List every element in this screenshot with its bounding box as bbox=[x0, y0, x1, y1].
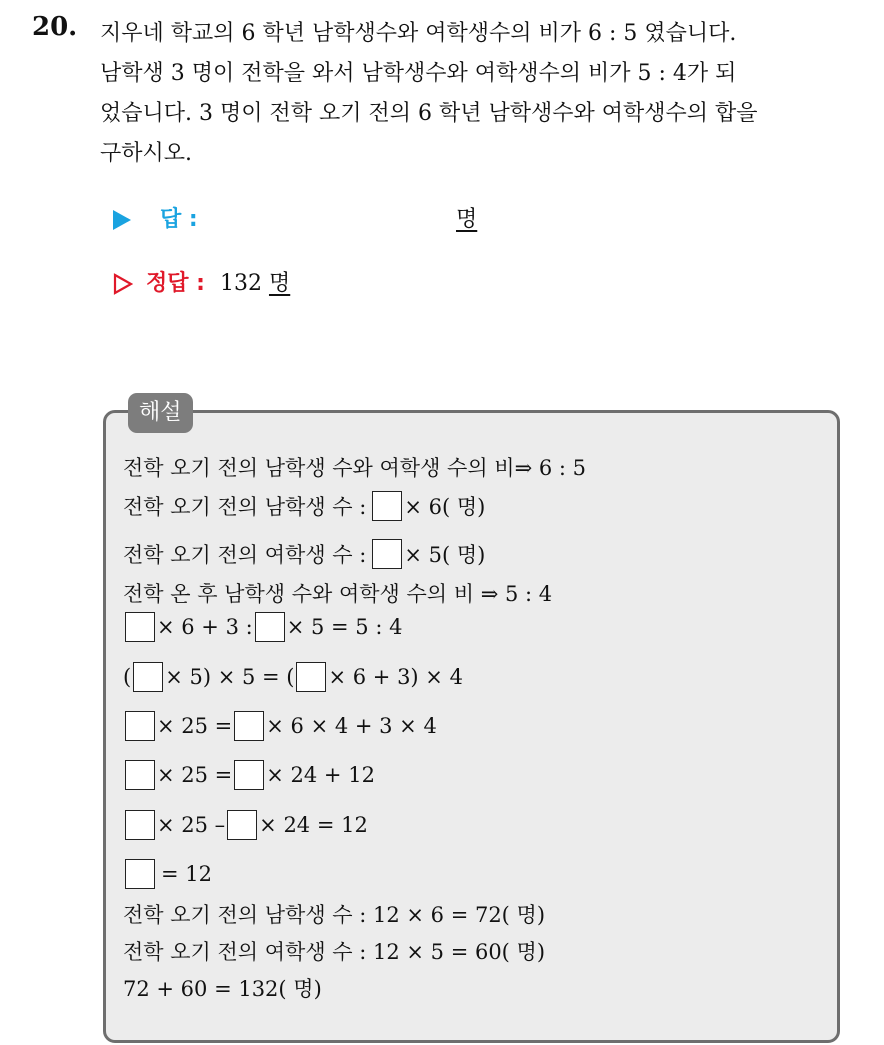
solution-line bbox=[123, 760, 375, 790]
solution-text: 전학 오기 전의 남학생 수 : bbox=[123, 495, 367, 519]
problem-number: 20. bbox=[32, 12, 78, 42]
answer-row bbox=[113, 202, 478, 233]
solution-text: × 6 + 3 : bbox=[157, 615, 253, 639]
solution-text: × 24 = 12 bbox=[259, 813, 368, 837]
correct-answer-row bbox=[113, 266, 290, 297]
solution-text: × 25 – bbox=[157, 813, 226, 837]
question-line-2: 남학생 3 명이 전학을 와서 남학생수와 여학생수의 비가 5 : 4가 되 bbox=[100, 61, 737, 86]
solution-text: × 25 = bbox=[157, 763, 233, 787]
solution-text: × 5 = 5 : 4 bbox=[286, 615, 403, 639]
blank-box bbox=[372, 539, 402, 569]
blank-box bbox=[372, 491, 402, 521]
correct-answer-value: 132 bbox=[219, 271, 262, 296]
solution-text: × 5( 명) bbox=[404, 543, 486, 567]
solution-text: ( bbox=[123, 665, 132, 689]
blank-box bbox=[125, 859, 155, 889]
question-line-1: 지우네 학교의 6 학년 남학생수와 여학생수의 비가 6 : 5 였습니다. bbox=[100, 21, 737, 46]
question-line-4: 구하시오. bbox=[100, 141, 193, 166]
solution-text: × 5) × 5 = ( bbox=[165, 665, 295, 689]
blank-box bbox=[234, 760, 264, 790]
solution-line bbox=[123, 662, 463, 692]
solution-text: × 6( 명) bbox=[404, 495, 486, 519]
solution-text: = 12 bbox=[161, 862, 212, 886]
outline-arrow-icon bbox=[113, 273, 133, 295]
play-arrow-icon bbox=[113, 210, 131, 230]
solution-line bbox=[123, 612, 402, 642]
solution-line bbox=[123, 899, 545, 929]
solution-text: × 24 + 12 bbox=[266, 763, 375, 787]
solution-text: 전학 오기 전의 남학생 수와 여학생 수의 비⇒ 6 : 5 bbox=[123, 456, 587, 480]
answer-unit: 명 bbox=[456, 207, 478, 232]
solution-line bbox=[123, 539, 485, 569]
solution-line bbox=[123, 859, 212, 889]
correct-answer-unit: 명 bbox=[268, 271, 291, 296]
solution-tab: 해설 bbox=[128, 393, 193, 433]
solution-text: 전학 오기 전의 남학생 수 : 12 × 6 = 72( 명) bbox=[123, 903, 546, 927]
blank-box bbox=[125, 810, 155, 840]
solution-line bbox=[123, 491, 485, 521]
blank-box bbox=[125, 612, 155, 642]
blank-box bbox=[234, 711, 264, 741]
correct-answer-label: 정답 : bbox=[146, 271, 205, 296]
blank-box bbox=[227, 810, 257, 840]
blank-box bbox=[296, 662, 326, 692]
solution-line bbox=[123, 578, 552, 608]
solution-text: 72 + 60 = 132( 명) bbox=[123, 977, 322, 1001]
answer-label: 답 : bbox=[160, 207, 198, 232]
solution-text: 전학 온 후 남학생 수와 여학생 수의 비 ⇒ 5 : 4 bbox=[123, 582, 553, 606]
solution-line bbox=[123, 936, 545, 966]
question-line-3: 었습니다. 3 명이 전학 오기 전의 6 학년 남학생수와 여학생수의 합을 bbox=[100, 101, 758, 126]
solution-text: × 6 + 3) × 4 bbox=[328, 665, 463, 689]
blank-box bbox=[125, 760, 155, 790]
solution-line bbox=[123, 711, 437, 741]
blank-box bbox=[133, 662, 163, 692]
blank-box bbox=[255, 612, 285, 642]
solution-text: 전학 오기 전의 여학생 수 : 12 × 5 = 60( 명) bbox=[123, 940, 546, 964]
solution-line bbox=[123, 452, 586, 482]
solution-line bbox=[123, 810, 368, 840]
solution-text: × 25 = bbox=[157, 714, 233, 738]
solution-text: × 6 × 4 + 3 × 4 bbox=[266, 714, 437, 738]
solution-text: 전학 오기 전의 여학생 수 : bbox=[123, 543, 367, 567]
blank-box bbox=[125, 711, 155, 741]
solution-line bbox=[123, 973, 322, 1003]
